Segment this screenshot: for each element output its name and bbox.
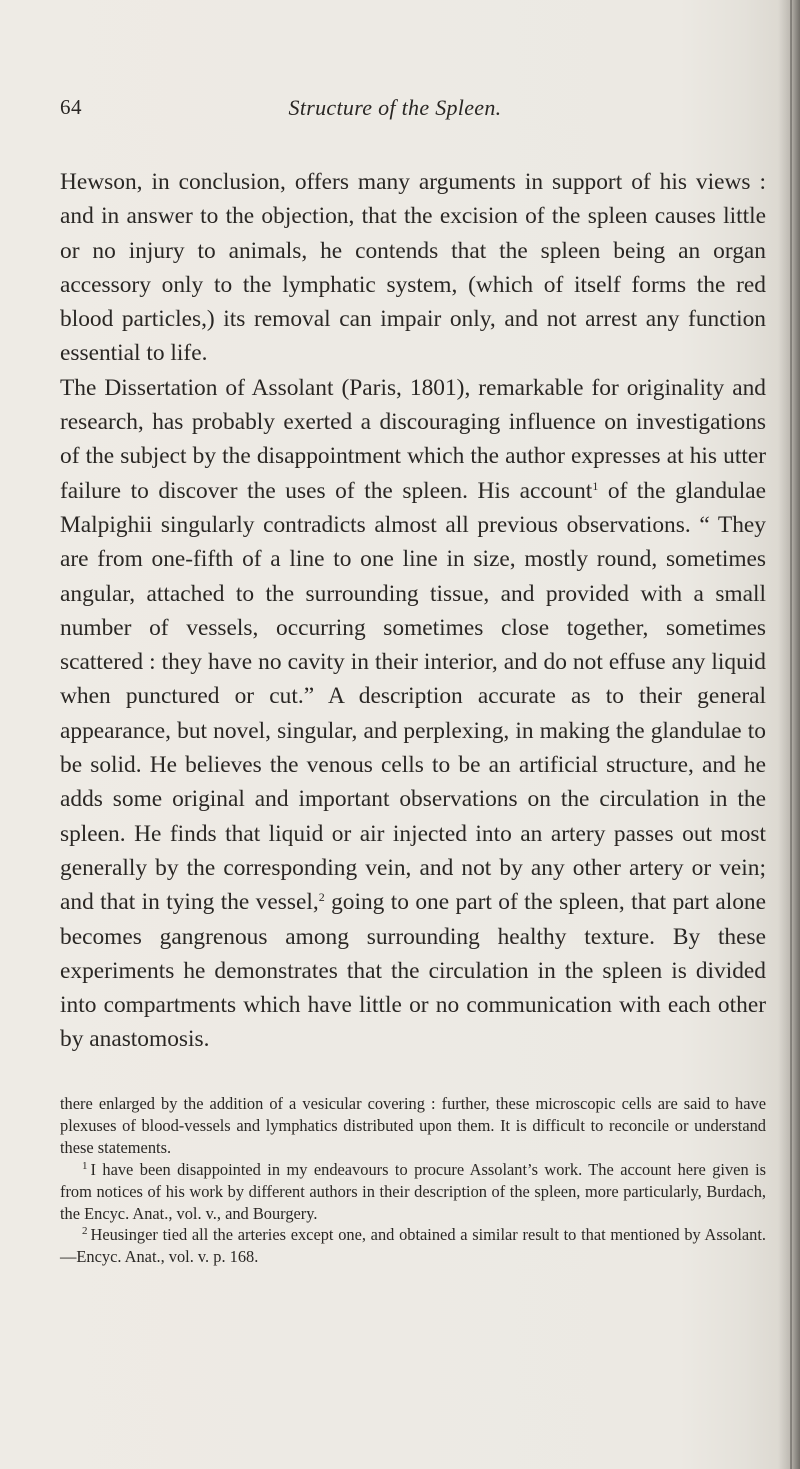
footnote-2-mark: 2 bbox=[82, 1225, 88, 1238]
footnote-2-text: Heusinger tied all the arteries except one, and obtained a similar result to that mentioned by Assolant.—Encyc. Anat., vol. v. p. 168. bbox=[60, 1225, 766, 1267]
footnotes bbox=[60, 1093, 766, 1268]
page-edge-shadow bbox=[778, 0, 800, 1469]
paragraph-assolant-part-1: The Dissertation of Assolant (Paris, 1801), remarkable for originality and research, has probably exerted a discouraging influence on investigations of the subject by the disappointment which the author expresses at his utter failure to discover the uses of the spleen. His account bbox=[60, 374, 766, 504]
footnote-continued: there enlarged by the addition of a vesicular covering : further, these microscopic cells are said to have plexuses of blood-vessels and lymphatics distributed upon them. It is difficult to reconcile or understand these statements. bbox=[60, 1094, 766, 1157]
footnote-2 bbox=[60, 1224, 766, 1268]
body-text bbox=[60, 165, 766, 1057]
paragraph-assolant-part-2: of the glandulae Malpighii singularly contradicts almost all previous observations. “ They are from one-fifth of a line to one line in size, mostly round, sometimes angular, attached to the surrounding tissue, and provided with a small number of vessels, occurring sometimes close together, sometimes scattered : they have no cavity in their interior, and do not effuse any liquid when punctured or cut.” A description accurate as to their general appearance, but novel, singular, and perplexing, in making the glandulae to be solid. He believes the venous cells to be an artificial structure, and he adds some original and important observations on the circulation in the spleen. He finds that liquid or air injected into an artery passes out most generally by the corresponding vein, and not by any other artery or vein; and that in tying the vessel, bbox=[60, 477, 766, 916]
footnote-1 bbox=[60, 1159, 766, 1225]
paragraph-hewson: Hewson, in conclusion, offers many arguments in support of his views : and in answer to the objection, that the excision of the spleen causes little or no injury to animals, he contends that the spleen being an organ accessory only to the lymphatic system, (which of itself forms the red blood particles,) its removal can impair only, and not arrest any function essential to life. bbox=[60, 169, 766, 367]
paragraph-assolant bbox=[60, 371, 766, 1057]
footnote-ref-2: 2 bbox=[318, 890, 325, 905]
page-edge-line bbox=[790, 0, 792, 1469]
running-title: Structure of the Spleen. bbox=[288, 95, 502, 120]
page-header bbox=[0, 95, 800, 135]
paragraph-assolant-part-3: going to one part of the spleen, that part alone becomes gangrenous among surrounding healthy texture. By these experiments he demonstrates that the circulation in the spleen is divided into compartments which have little or no communication with each other by anastomosis. bbox=[60, 889, 766, 1053]
footnote-ref-1: 1 bbox=[592, 478, 599, 493]
footnote-1-mark: 1 bbox=[82, 1159, 88, 1172]
footnote-1-text: I have been disappointed in my endeavours to procure Assolant’s work. The account here given is from notices of his work by different authors in their description of the spleen, more particularly, Burdach, the Encyc. Anat., vol. v., and Bourgery. bbox=[60, 1159, 766, 1223]
page-number: 64 bbox=[60, 95, 82, 119]
